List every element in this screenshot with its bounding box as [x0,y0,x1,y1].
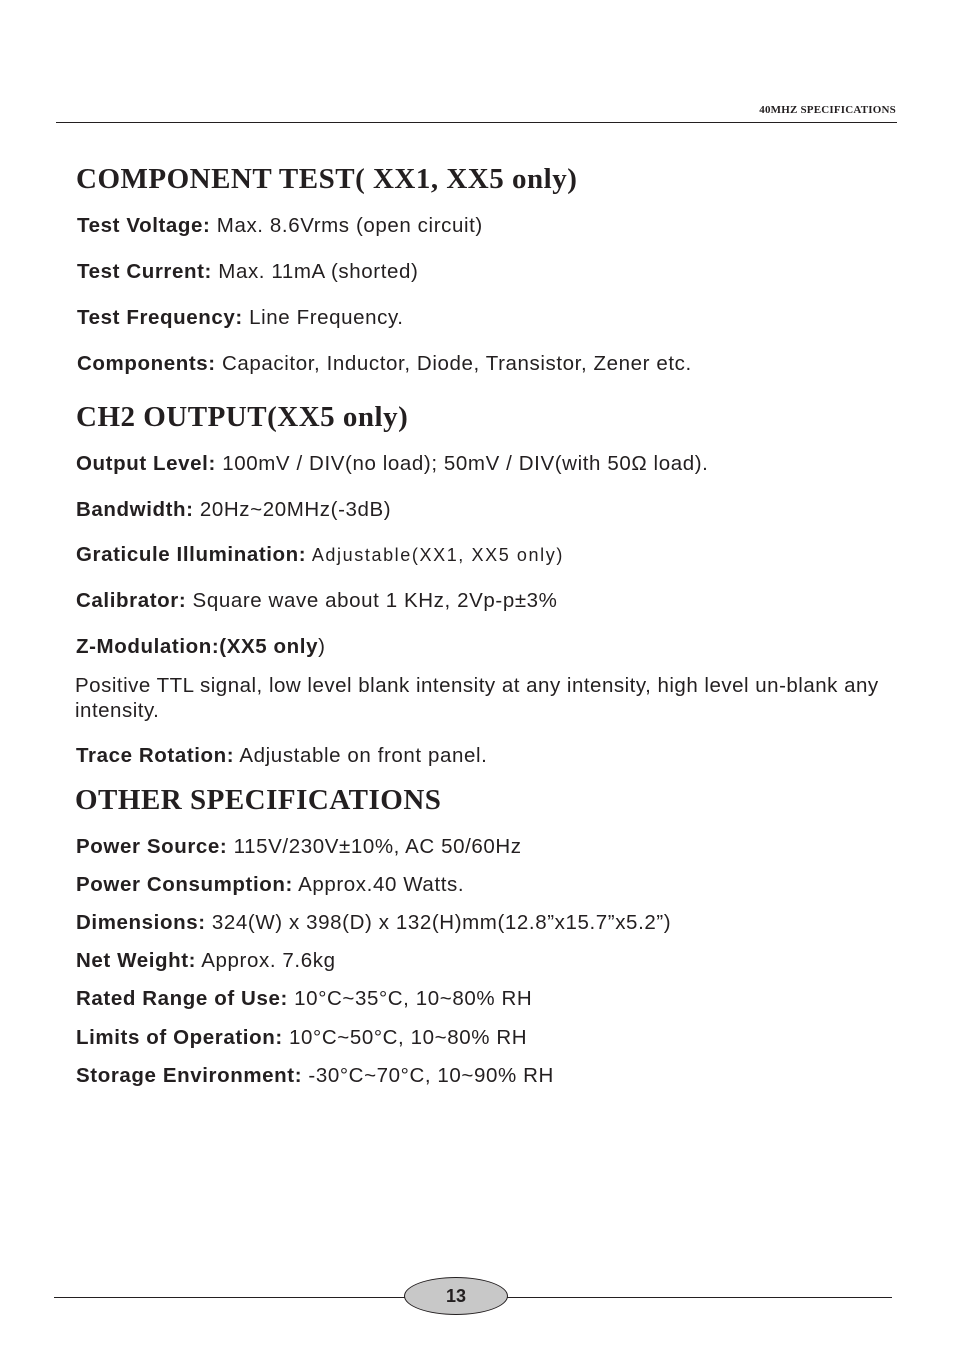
spec-label: Z-Modulation:(XX5 only [76,635,319,658]
spec-value: Capacitor, Inductor, Diode, Transistor, Zener etc. [215,352,692,375]
spec-label: Test Frequency: [77,306,243,329]
spec-row-bandwidth [76,498,896,522]
spec-value: Max. 11mA (shorted) [211,260,419,283]
spec-row-dimensions [76,911,896,935]
spec-row-calibrator [76,589,896,613]
spec-row-test-frequency [77,306,897,330]
spec-row-output-level [76,452,896,476]
spec-row-test-voltage [77,214,897,238]
spec-label: Trace Rotation: [76,744,235,767]
spec-label: Storage Environment: [76,1064,303,1087]
spec-label: Calibrator: [76,589,187,612]
spec-value: 100mV / DIV(no load); 50mV / DIV(with 50Ω load). [215,452,709,475]
section-heading-ch2-output: CH2 OUTPUT(XX5 only) [76,401,409,433]
spec-row-net-weight [76,949,896,973]
spec-value: -30°C~70°C, 10~90% RH [302,1064,554,1087]
spec-row-z-modulation [76,635,896,659]
spec-value: 10°C~50°C, 10~80% RH [282,1026,528,1049]
spec-label: Bandwidth: [76,498,194,521]
spec-value: Approx.40 Watts. [292,873,465,896]
spec-value: Adjustable on front panel. [234,744,488,767]
spec-row-limits-of-operation [76,1026,896,1050]
spec-value: Approx. 7.6kg [196,949,336,972]
spec-value: Adjustable(XX1, XX5 only) [306,545,564,565]
header-divider [56,122,897,123]
spec-label: Test Voltage: [77,214,211,237]
spec-value: 324(W) x 398(D) x 132(H)mm(12.8”x15.7”x5.2”) [205,911,672,934]
page-number-badge [404,1277,508,1315]
spec-label: Net Weight: [76,949,197,972]
spec-label: Components: [77,352,216,375]
spec-label: Graticule Illumination: [76,543,307,566]
spec-row-test-current [77,260,897,284]
running-header: 40MHZ SPECIFICATIONS [759,104,896,116]
spec-value: Max. 8.6Vrms (open circuit) [210,214,483,237]
spec-label: Rated Range of Use: [76,987,288,1010]
spec-row-rated-range-of-use [76,987,896,1011]
spec-row-trace-rotation [76,744,896,768]
spec-value: 10°C~35°C, 10~80% RH [287,987,533,1010]
page-number: 13 [445,1285,467,1306]
spec-value: Square wave about 1 KHz, 2Vp-p±3% [186,589,558,612]
spec-value: 20Hz~20MHz(-3dB) [193,498,392,521]
spec-row-graticule-illumination [76,543,896,567]
spec-row-components [77,352,897,376]
z-modulation-description: Positive TTL signal, low level blank intensity at any intensity, high level un-blank any intensity. [75,674,879,722]
spec-label: Output Level: [76,452,216,475]
spec-row-power-source [76,835,896,859]
spec-row-power-consumption [76,873,896,897]
spec-label: Test Current: [77,260,212,283]
section-heading-component-test: COMPONENT TEST( XX1, XX5 only) [76,163,578,195]
spec-label: Limits of Operation: [76,1026,283,1049]
spec-label: Dimensions: [76,911,206,934]
spec-label: Power Consumption: [76,873,293,896]
spec-row-storage-environment [76,1064,896,1088]
spec-label: Power Source: [76,835,228,858]
spec-value: 115V/230V±10%, AC 50/60Hz [227,835,522,858]
spec-value: Line Frequency. [242,306,404,329]
section-heading-other-specifications: OTHER SPECIFICATIONS [75,784,442,816]
spec-value: ) [318,635,326,658]
